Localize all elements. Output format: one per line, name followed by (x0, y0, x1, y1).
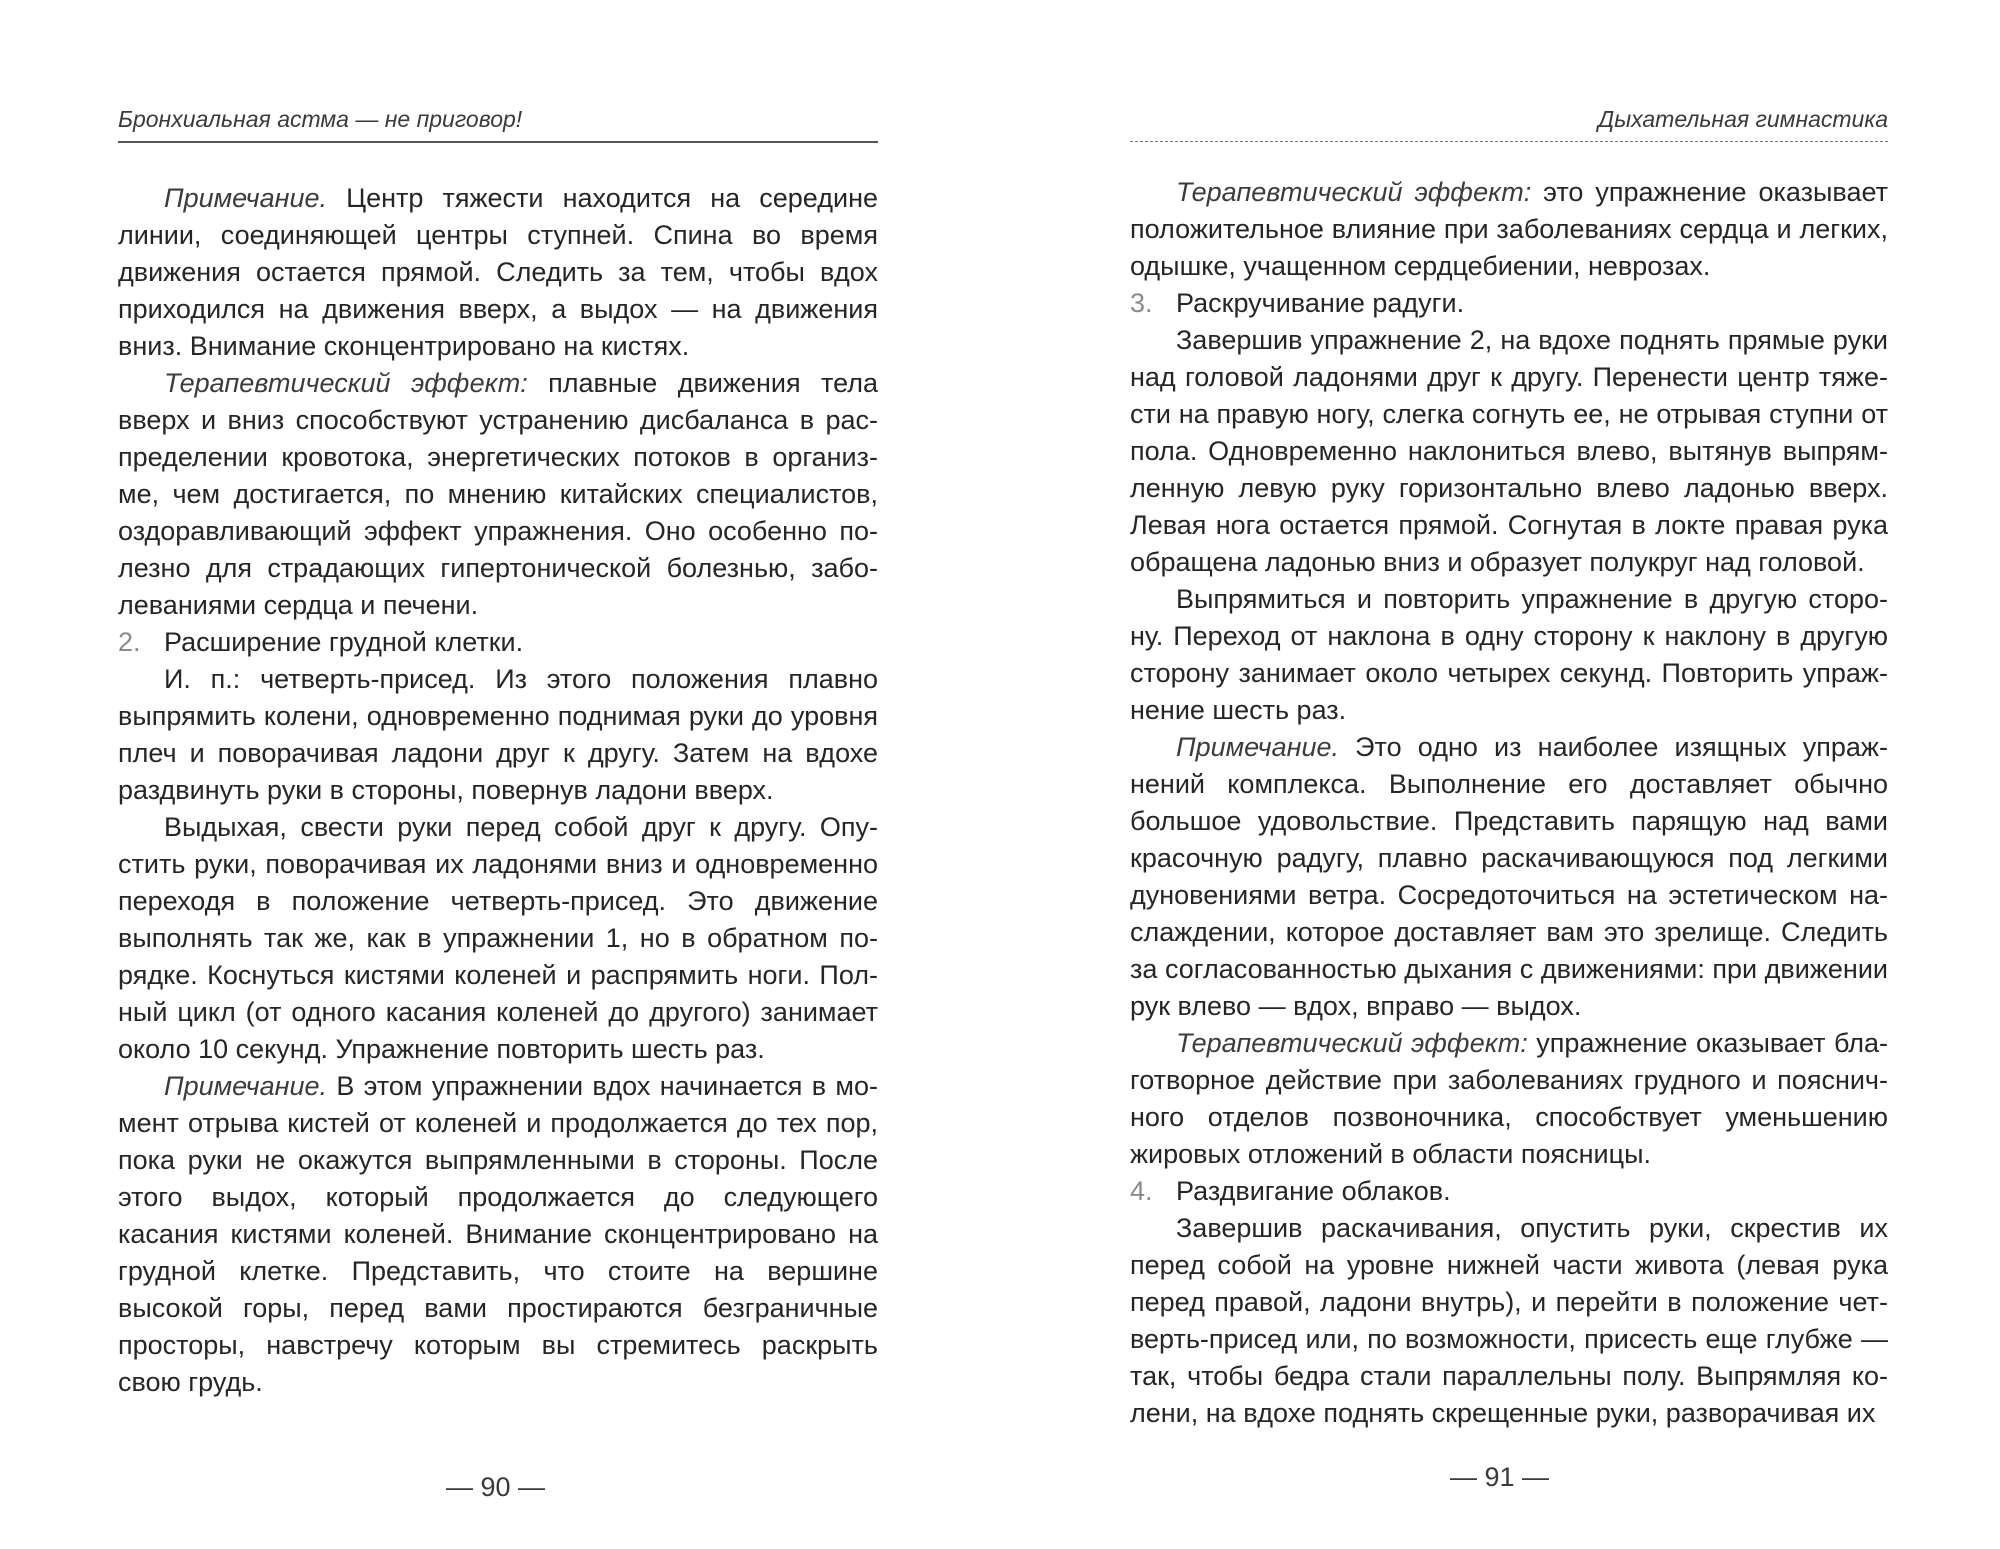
paragraph-text: Это одно из наиболее изящных упражнений комплекса. Выполнение его доставляет обычно большое удовольствие. Представить парящую над вами красочную радугу, плавно раскачивающуюся под легкими дуновениями ветра. Сосредоточиться на эстетическом наслаждении, которое доставляет вам это зрелище. Следить за согласованностью дыхания с движениями: при движении рук влево — вдох, вправо — выдох. (1130, 732, 1888, 1021)
paragraph (118, 809, 878, 1068)
exercise-number: 3. (1130, 288, 1153, 318)
paragraph-text: Выдыхая, свести руки перед собой друг к другу. Опустить руки, поворачивая их ладонями вниз и одновременно переходя в положение четверть-присед. Это движение выполнять так же, как в упражнении 1, но в обратном порядке. Коснуться кистями коленей и распрямить ноги. Полный цикл (от одного касания коленей до другого) занимает около 10 секунд. Упражнение повторить шесть раз. (118, 812, 878, 1064)
exercise-title: Расширение грудной клетки. (164, 627, 524, 657)
paragraph (1130, 174, 1888, 285)
paragraph-lead: Примечание. (1176, 732, 1339, 762)
exercise-number: 4. (1130, 1176, 1153, 1206)
paragraph-lead: Примечание. (164, 1071, 327, 1101)
paragraph (1130, 729, 1888, 1025)
paragraph-lead: Примечание. (164, 183, 327, 213)
paragraph-text: это упражнение оказывает положительное влияние при заболеваниях сердца и легких, одышке, учащенном сердцебиении, неврозах. (1130, 177, 1888, 281)
paragraph-text: Завершив раскачивания, опустить руки, скрестив их перед собой на уровне нижней части живота (левая рука перед правой, ладони внутрь), и перейти в положение четверть-присед или, по возможности, присесть еще глубже — так, чтобы бедра стали параллельны полу. Выпрямляя колени, на вдохе поднять скрещенные руки, разворачивая их (1130, 1213, 1888, 1428)
exercise-heading (1130, 285, 1888, 322)
exercise-heading (118, 624, 878, 661)
paragraph (118, 365, 878, 624)
page-body (118, 180, 878, 1401)
left-page (118, 0, 878, 1549)
exercise-number: 2. (118, 627, 141, 657)
exercise-heading (1130, 1173, 1888, 1210)
running-header: Дыхательная гимнастика (1130, 106, 1888, 142)
paragraph-text: Центр тяжести находится на середине линии, соединяющей центры ступней. Спина во время движения остается прямой. Следить за тем, чтобы вдох приходился на движения вверх, а выдох — на движения вниз. Внимание сконцентрировано на кистях. (118, 183, 878, 361)
paragraph (1130, 322, 1888, 581)
paragraph-text: плавные движения тела вверх и вниз способствуют устранению дисбаланса в распределении кровотока, энергетических потоков в организме, чем достигается, по мнению китайских специалистов, оздоравливающий эффект упражнения. Оно особенно полезно для страдающих гипертонической болезнью, заболеваниями сердца и печени. (118, 368, 878, 620)
page-number: — 91 — (1450, 1462, 1550, 1492)
page-number: — 90 — (446, 1472, 546, 1502)
paragraph (118, 1068, 878, 1401)
paragraph (118, 180, 878, 365)
page-body (1130, 174, 1888, 1432)
paragraph-lead: Терапевтический эффект: (1176, 177, 1532, 207)
paragraph-text: Выпрямиться и повторить упражнение в другую сторону. Переход от наклона в одну сторону к наклону в другую сторону занимает около четырех секунд. Повторить упражнение шесть раз. (1130, 584, 1888, 725)
paragraph-lead: Терапевтический эффект: (1176, 1028, 1528, 1058)
paragraph-lead: Терапевтический эффект: (164, 368, 528, 398)
paragraph-text: В этом упражнении вдох начинается в момент отрыва кистей от коленей и продолжается до тех пор, пока руки не окажутся выпрямленными в стороны. После этого выдох, который продолжается до следующего касания кистями коленей. Внимание сконцентрировано на грудной клетке. Представить, что стоите на вершине высокой горы, перед вами простираются безграничные просторы, навстречу которым вы стремитесь раскрыть свою грудь. (118, 1071, 878, 1397)
running-header: Бронхиальная астма — не приговор! (118, 106, 878, 143)
right-page (1130, 0, 1888, 1549)
paragraph (1130, 1210, 1888, 1432)
exercise-title: Раскручивание радуги. (1176, 288, 1465, 318)
paragraph (1130, 581, 1888, 729)
paragraph (1130, 1025, 1888, 1173)
exercise-title: Раздвигание облаков. (1176, 1176, 1451, 1206)
paragraph-text: И. п.: четверть-присед. Из этого положения плавно выпрямить колени, одновременно поднимая руки до уровня плеч и поворачивая ладони друг к другу. Затем на вдохе раздвинуть руки в стороны, повернув ладони вверх. (118, 664, 878, 805)
paragraph (118, 661, 878, 809)
paragraph-text: упражнение оказывает благотворное действие при заболеваниях грудного и поясничного отделов позвоночника, способствует уменьшению жировых отложений в области поясницы. (1130, 1028, 1888, 1169)
paragraph-text: Завершив упражнение 2, на вдохе поднять прямые руки над головой ладонями друг к другу. Перенести центр тяжести на правую ногу, слегка согнуть ее, не отрывая ступни от пола. Одновременно наклониться влево, вытянув выпрямленную левую руку горизонтально влево ладонью вверх. Левая нога остается прямой. Согнутая в локте правая рука обращена ладонью вниз и образует полукруг над головой. (1130, 325, 1888, 577)
